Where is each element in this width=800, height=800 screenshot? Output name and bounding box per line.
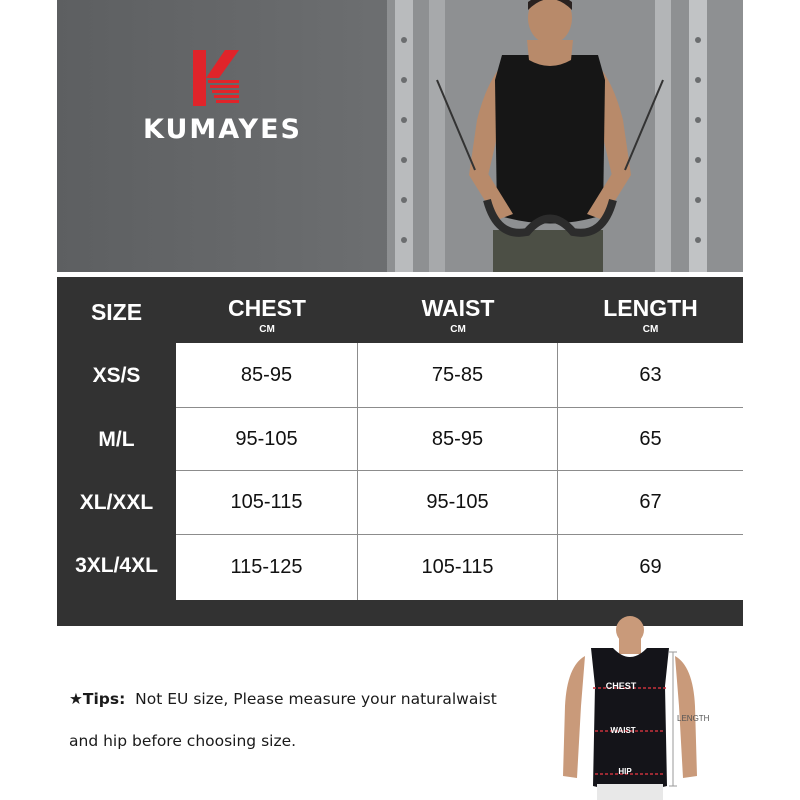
sizing-tips (69, 678, 519, 762)
header-waist-label: WAIST (421, 295, 495, 321)
size-chart-table (57, 277, 743, 626)
figure-label-length: LENGTH (677, 714, 710, 723)
table-cell-waist: 95-105 (358, 471, 558, 535)
table-cell-length: 63 (558, 343, 743, 408)
table-cell-waist: 75-85 (358, 343, 558, 408)
row-size-label: 3XL/4XL (75, 554, 158, 577)
size-values-grid (176, 343, 743, 600)
brand-name: KUMAYES (143, 114, 302, 145)
tips-text-2: and hip before choosing size. (69, 732, 297, 750)
header-waist (358, 295, 558, 335)
table-cell-length: 65 (558, 408, 743, 471)
header-size-label: SIZE (90, 299, 143, 325)
row-size-label: M/L (98, 428, 135, 451)
figure-label-chest: CHEST (605, 681, 637, 691)
brand-logo-icon (193, 50, 239, 106)
header-length-label: LENGTH (603, 295, 698, 321)
header-chest-unit: CM (259, 324, 275, 335)
header-chest (176, 295, 358, 335)
table-cell-length: 69 (639, 556, 662, 578)
row-size-label: XS/S (92, 364, 141, 387)
tips-line-1 (69, 678, 519, 720)
measurement-figure (555, 626, 710, 800)
header-waist-unit: CM (450, 324, 466, 335)
tips-label: ★Tips: (69, 690, 126, 708)
table-cell-chest: 85-95 (176, 343, 358, 408)
table-cell-chest: 115-125 (176, 535, 358, 600)
tips-text-1: Not EU size, Please measure your naturalwaist (135, 690, 497, 708)
table-cell-length: 67 (558, 471, 743, 535)
header-length-unit: CM (642, 324, 659, 335)
figure-label-hip: HIP (618, 767, 632, 776)
table-cell-waist: 105-115 (358, 535, 558, 600)
row-size-label: XL/XXL (79, 491, 154, 514)
figure-label-waist: WAIST (610, 726, 636, 735)
header-size (57, 299, 176, 326)
hero-banner (57, 0, 743, 272)
table-cell-chest: 105-115 (176, 471, 358, 535)
table-cell-chest: 95-105 (176, 408, 358, 471)
header-chest-label: CHEST (228, 295, 306, 321)
header-length (558, 295, 743, 335)
table-cell-waist: 85-95 (358, 408, 558, 471)
